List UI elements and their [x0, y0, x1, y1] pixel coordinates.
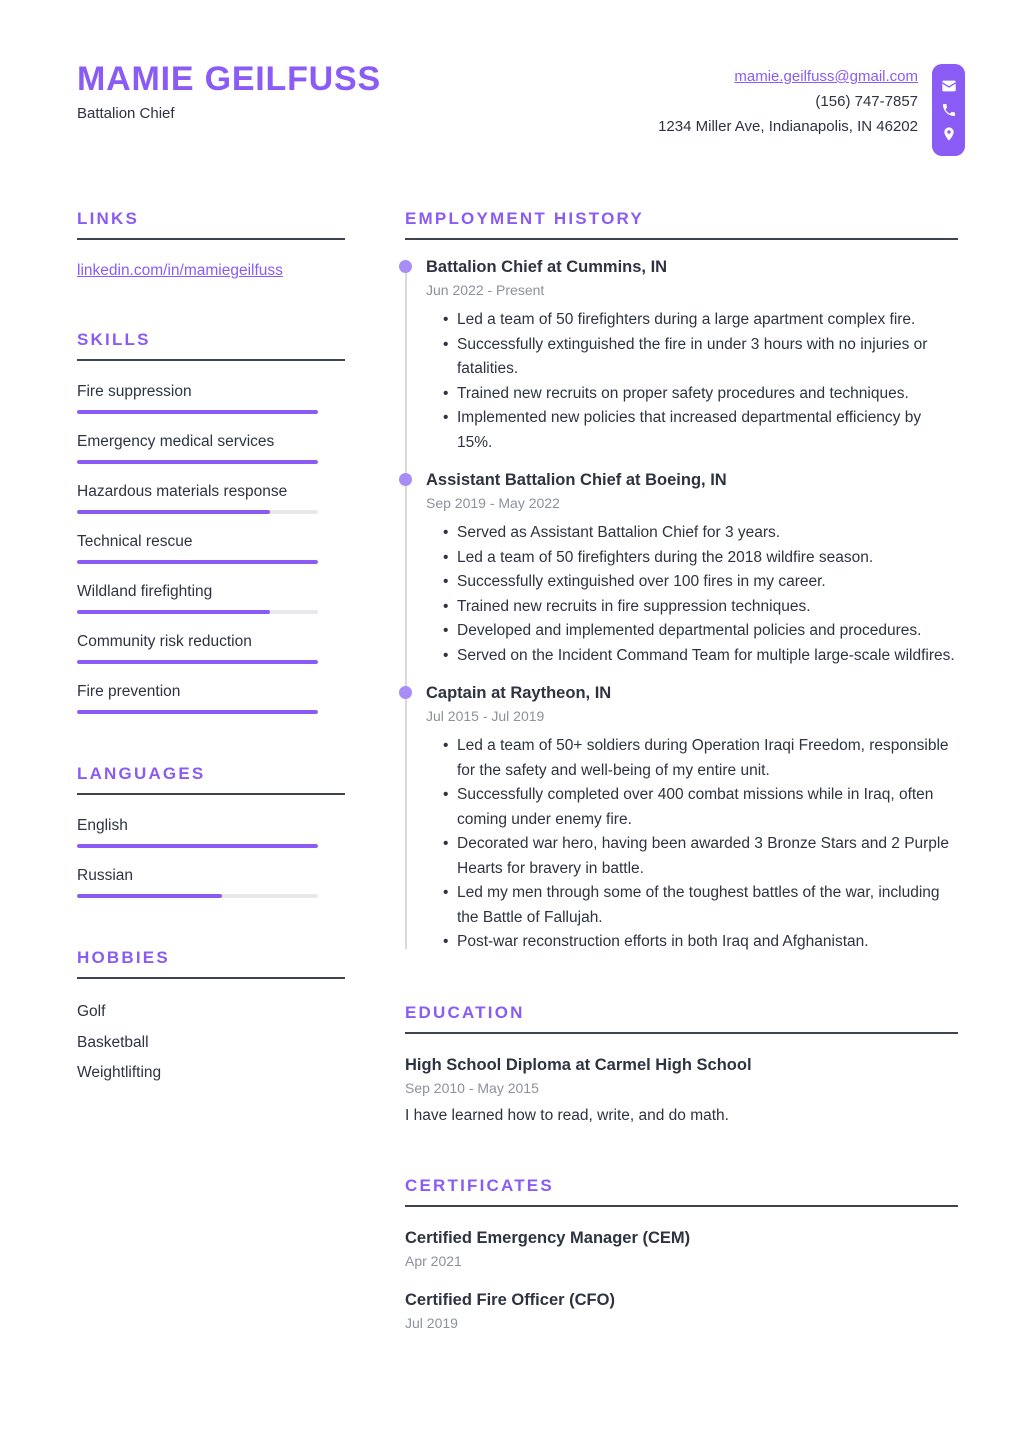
certificates-heading: CERTIFICATES [405, 1176, 958, 1207]
skill-item [77, 433, 345, 464]
languages-list [77, 817, 345, 898]
languages-section [77, 764, 345, 898]
job-bullet: • Implemented new policies that increased departmental efficiency by 15%. [457, 406, 958, 455]
skill-bar-fill [77, 410, 318, 414]
certificate-entry [405, 1227, 958, 1271]
certificates-section [405, 1176, 958, 1333]
sidebar [77, 209, 345, 1381]
skill-bar-track [77, 660, 318, 664]
main-column [405, 209, 958, 1381]
language-label: English [77, 817, 128, 834]
skill-bar-track [77, 560, 318, 564]
job-bullet: • Developed and implemented departmental policies and procedures. [457, 619, 958, 644]
skill-label: Community risk reduction [77, 633, 252, 650]
job-bullet: • Led a team of 50 firefighters during a large apartment complex fire. [457, 308, 958, 333]
job-bullet: • Served on the Incident Command Team for multiple large-scale wildfires. [457, 644, 958, 669]
job-bullets [426, 734, 958, 955]
skill-bar-track [77, 710, 318, 714]
language-item [77, 817, 345, 848]
skill-bar-fill [77, 460, 318, 464]
language-bar-fill [77, 894, 222, 898]
mail-icon [941, 78, 957, 94]
job-entry [426, 682, 958, 955]
skill-bar-fill [77, 610, 270, 614]
hobby-item: Golf [77, 1003, 106, 1020]
certificate-title: Certified Emergency Manager (CEM) [405, 1229, 691, 1247]
person-name: MAMIE GEILFUSS [77, 60, 381, 98]
job-bullet: • Trained new recruits on proper safety procedures and techniques. [457, 382, 958, 407]
languages-heading: LANGUAGES [77, 764, 345, 795]
skill-bar-track [77, 460, 318, 464]
skill-bar-fill [77, 710, 318, 714]
employment-timeline [405, 256, 958, 955]
email-link[interactable]: mamie.geilfuss@gmail.com [734, 68, 918, 85]
skills-list [77, 383, 345, 714]
hobby-item: Weightlifting [77, 1064, 162, 1081]
contact-address: 1234 Miller Ave, Indianapolis, IN 46202 [658, 118, 918, 135]
job-bullet: • Successfully extinguished over 100 fires in my career. [457, 570, 958, 595]
hobbies-list [77, 997, 345, 1089]
skills-section [77, 330, 345, 714]
language-label: Russian [77, 867, 133, 884]
job-bullet: • Post-war reconstruction efforts in both Iraq and Afghanistan. [457, 930, 958, 955]
education-heading: EDUCATION [405, 1003, 958, 1034]
contact-icon-badge [932, 64, 965, 156]
job-entry [426, 256, 958, 455]
skill-item [77, 633, 345, 664]
job-bullet: • Led my men through some of the toughest battles of the war, including the Battle of Fallujah. [457, 881, 958, 930]
certificate-entry [405, 1289, 958, 1333]
skill-item [77, 683, 345, 714]
contact-block [658, 64, 918, 139]
hobby-item: Basketball [77, 1033, 149, 1051]
skill-item [77, 383, 345, 414]
identity-block [77, 62, 658, 122]
links-heading: LINKS [77, 209, 345, 240]
certificate-dates: Jul 2019 [405, 1315, 458, 1331]
job-bullets [426, 521, 958, 668]
education-dates: Sep 2010 - May 2015 [405, 1079, 539, 1096]
contact-email-line [658, 64, 918, 89]
job-bullets [426, 308, 958, 455]
person-job-title: Battalion Chief [77, 104, 175, 122]
skill-item [77, 533, 345, 564]
content-columns [77, 209, 958, 1381]
job-dates: Sep 2019 - May 2022 [426, 495, 560, 511]
language-bar-fill [77, 844, 318, 848]
job-title: Battalion Chief at Cummins, IN [426, 258, 668, 276]
job-bullet: • Successfully extinguished the fire in under 3 hours with no injuries or fatalities. [457, 333, 958, 382]
education-section [405, 1003, 958, 1129]
skill-label: Wildland firefighting [77, 583, 213, 600]
header [0, 0, 1024, 156]
job-bullet: • Led a team of 50+ soldiers during Operation Iraqi Freedom, responsible for the safety and well-being of my entire unit. [457, 734, 958, 783]
skills-heading: SKILLS [77, 330, 345, 361]
skill-label: Fire suppression [77, 383, 192, 400]
skill-bar-track [77, 610, 318, 614]
hobbies-section [77, 948, 345, 1089]
language-item [77, 867, 345, 898]
job-bullet: • Led a team of 50 firefighters during the 2018 wildfire season. [457, 546, 958, 571]
skill-bar-fill [77, 560, 318, 564]
job-entry [426, 469, 958, 668]
language-bar-track [77, 844, 318, 848]
skill-label: Emergency medical services [77, 433, 275, 450]
job-dates: Jun 2022 - Present [426, 282, 545, 298]
skill-bar-fill [77, 660, 318, 664]
skill-bar-track [77, 510, 318, 514]
education-entry [405, 1054, 958, 1129]
linkedin-link[interactable]: linkedin.com/in/mamiegeilfuss [77, 262, 283, 279]
job-dates: Jul 2015 - Jul 2019 [426, 708, 545, 724]
location-icon [941, 126, 957, 142]
job-bullet: • Successfully completed over 400 combat missions while in Iraq, often coming under enemy fire. [457, 783, 958, 832]
job-bullet: • Served as Assistant Battalion Chief for 3 years. [457, 521, 958, 546]
skill-item [77, 483, 345, 514]
skill-label: Technical rescue [77, 533, 193, 550]
certificate-dates: Apr 2021 [405, 1253, 462, 1269]
job-title: Captain at Raytheon, IN [426, 684, 612, 702]
job-title: Assistant Battalion Chief at Boeing, IN [426, 471, 727, 489]
language-bar-track [77, 894, 318, 898]
education-title: High School Diploma at Carmel High School [405, 1055, 752, 1074]
skill-bar-track [77, 410, 318, 414]
employment-section [405, 209, 958, 955]
skill-label: Hazardous materials response [77, 483, 288, 500]
job-bullet: • Decorated war hero, having been awarded 3 Bronze Stars and 2 Purple Hearts for bravery in battle. [457, 832, 958, 881]
contact-phone: (156) 747-7857 [815, 93, 918, 110]
employment-heading: EMPLOYMENT HISTORY [405, 209, 958, 240]
skill-label: Fire prevention [77, 683, 181, 700]
links-section [77, 209, 345, 280]
job-bullet: • Trained new recruits in fire suppression techniques. [457, 595, 958, 620]
hobbies-heading: HOBBIES [77, 948, 345, 979]
skill-bar-fill [77, 510, 270, 514]
certificate-title: Certified Fire Officer (CFO) [405, 1291, 615, 1309]
education-description: I have learned how to read, write, and do math. [405, 1106, 729, 1124]
skill-item [77, 583, 345, 614]
phone-icon [941, 102, 957, 118]
